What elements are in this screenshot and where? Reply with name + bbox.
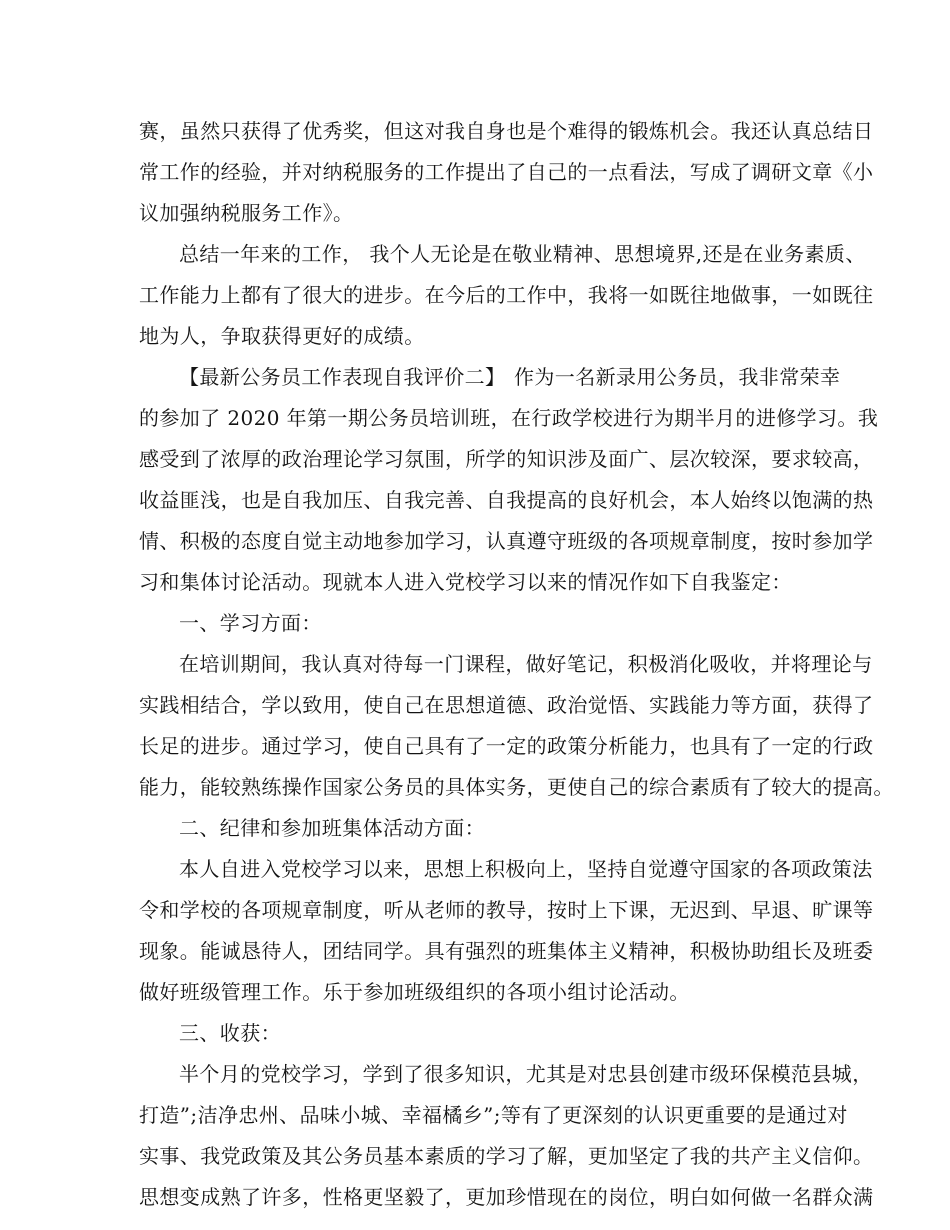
text-line	[0, 1177, 950, 1217]
line-text: 情、积极的态度自觉主动地参加学习，认真遵守班级的各项规章制度，按时参加学	[139, 529, 874, 553]
text-line	[0, 398, 950, 438]
text-line	[0, 275, 950, 315]
subheading-line	[0, 1013, 950, 1053]
line-text: 收益匪浅，也是自我加压、自我完善、自我提高的良好机会，本人始终以饱满的热	[139, 488, 874, 512]
line-text: 总结一年来的工作， 我个人无论是在敬业精神、思想境界,还是在业务素质、	[179, 242, 866, 266]
line-text: 令和学校的各项规章制度，听从老师的教导，按时上下课，无迟到、早退、旷课等	[139, 898, 874, 922]
line-text: 习和集体讨论活动。现就本人进入党校学习以来的情况作如下自我鉴定：	[139, 570, 792, 594]
line-text: 感受到了浓厚的政治理论学习氛围，所学的知识涉及面广、层次较深，要求较高，	[139, 447, 874, 471]
text-line	[0, 849, 950, 889]
text-line	[0, 1136, 950, 1176]
text-line	[0, 890, 950, 930]
section-heading-line	[0, 357, 950, 397]
line-text: 半个月的党校学习，学到了很多知识，尤其是对忠县创建市级环保模范县城，	[179, 1062, 873, 1086]
text-line	[0, 1095, 950, 1135]
text-line	[0, 726, 950, 766]
line-text: 赛，虽然只获得了优秀奖，但这对我自身也是个难得的锻炼机会。我还认真总结日	[139, 119, 874, 143]
line-text: 长足的进步。通过学习，使自己具有了一定的政策分析能力，也具有了一定的行政	[139, 734, 874, 758]
line-text: 打造”;洁净忠州、品味小城、幸福橘乡”;等有了更深刻的认识更重要的是通过对	[139, 1103, 848, 1127]
subheading: 二、纪律和参加班集体活动方面：	[179, 816, 485, 840]
line-text: 工作能力上都有了很大的进步。在今后的工作中，我将一如既往地做事，一如既往	[139, 283, 874, 307]
text-line	[0, 234, 950, 274]
line-text: 做好班级管理工作。乐于参加班级组织的各项小组讨论活动。	[139, 980, 690, 1004]
line-text: 在培训期间，我认真对待每一门课程，做好笔记，积极消化吸收，并将理论与	[179, 652, 873, 676]
subheading: 三、收获：	[179, 1021, 281, 1045]
text-line	[0, 685, 950, 725]
text-line	[0, 767, 950, 807]
line-text: 思想变成熟了许多，性格更坚毅了，更加珍惜现在的岗位，明白如何做一名群众满	[139, 1185, 874, 1209]
text-line	[0, 111, 950, 151]
text-line	[0, 972, 950, 1012]
text-line	[0, 562, 950, 602]
text-line	[0, 644, 950, 684]
line-text: 作为一名新录用公务员，我非常荣幸	[514, 365, 841, 389]
text-line	[0, 193, 950, 233]
text-line	[0, 152, 950, 192]
line-text: 地为人，争取获得更好的成绩。	[139, 324, 425, 348]
subheading: 一、学习方面：	[179, 611, 322, 635]
text-line	[0, 1054, 950, 1094]
line-text: 的参加了 2020 年第一期公务员培训班，在行政学校进行为期半月的进修学习。我	[139, 406, 879, 430]
text-line	[0, 931, 950, 971]
text-line	[0, 439, 950, 479]
text-line	[0, 480, 950, 520]
text-line	[0, 521, 950, 561]
line-text: 能力，能较熟练操作国家公务员的具体实务，更使自己的综合素质有了较大的提高。	[139, 775, 894, 799]
line-text: 实事、我党政策及其公务员基本素质的学习了解，更加坚定了我的共产主义信仰。	[139, 1144, 874, 1168]
subheading-line	[0, 808, 950, 848]
line-text: 现象。能诚恳待人，团结同学。具有强烈的班集体主义精神，积极协助组长及班委	[139, 939, 874, 963]
subheading-line	[0, 603, 950, 643]
section-heading: 【最新公务员工作表现自我评价二】	[179, 365, 506, 389]
line-text: 实践相结合，学以致用，使自己在思想道德、政治觉悟、实践能力等方面，获得了	[139, 693, 874, 717]
line-text: 常工作的经验，并对纳税服务的工作提出了自己的一点看法，写成了调研文章《小	[139, 160, 874, 184]
line-text: 本人自进入党校学习以来，思想上积极向上，坚持自觉遵守国家的各项政策法	[179, 857, 873, 881]
text-line	[0, 316, 950, 356]
line-text: 议加强纳税服务工作》。	[139, 201, 354, 225]
